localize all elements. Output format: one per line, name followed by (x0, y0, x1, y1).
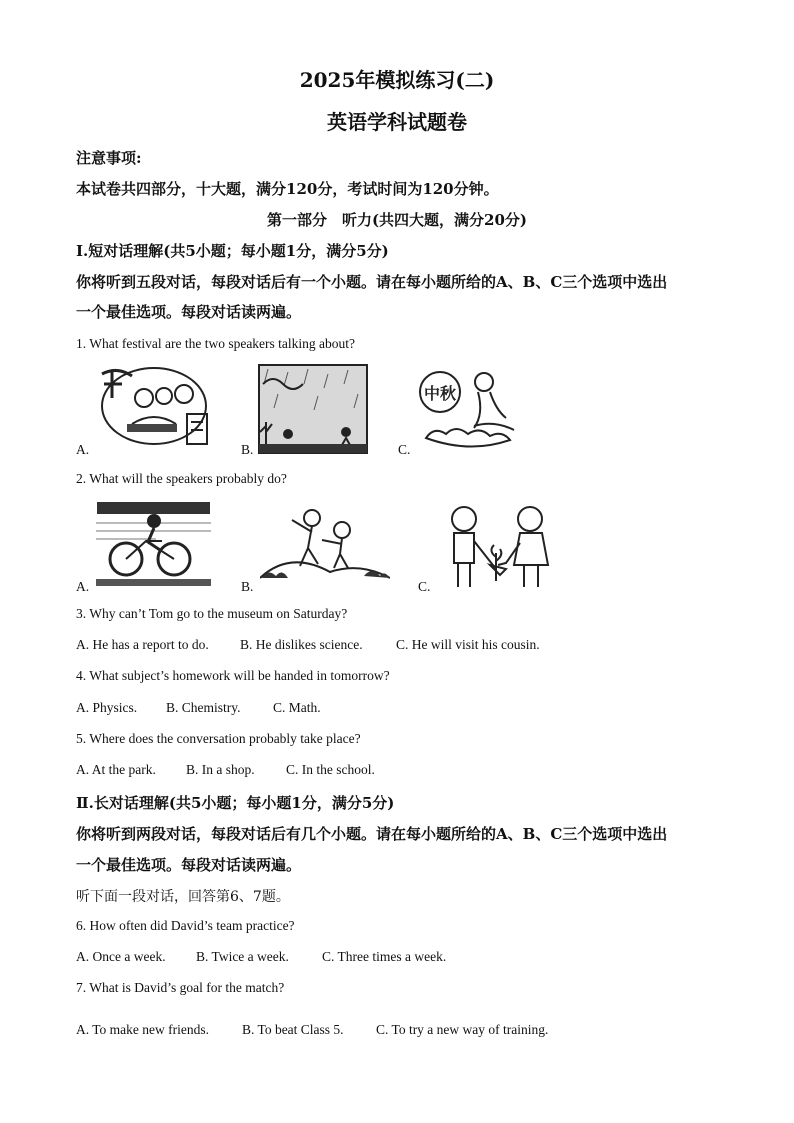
section2-heading: Ⅱ.长对话理解(共5小题；每小题1分，满分5分) (76, 794, 395, 812)
q7-option-a: A. To make new friends. (76, 1022, 210, 1037)
q7-option-b: B. To beat Class 5. (242, 1022, 344, 1037)
page-subtitle: 英语学科试题卷 (327, 110, 467, 134)
mid-autumn-label: 中秋 (423, 384, 457, 403)
question-1: 1. What festival are the two speakers talking about? (76, 336, 356, 351)
mid-autumn-goddess-picture (416, 366, 521, 451)
q4-option-b: B. Chemistry. (166, 700, 241, 715)
page-title: 2025年模拟练习(二) (299, 68, 495, 92)
section1-instruction-line2: 一个最佳选项。每段对话读两遍。 (76, 303, 302, 321)
q6-option-b: B. Twice a week. (196, 949, 289, 964)
hiking-picture (260, 506, 390, 586)
notice-label: 注意事项: (76, 149, 142, 167)
q6-option-a: A. Once a week. (76, 949, 166, 964)
dialogue-note: 听下面一段对话，回答第6、7题。 (76, 889, 290, 905)
tree-planting-picture (436, 501, 561, 591)
q3-option-a: A. He has a report to do. (76, 637, 209, 652)
q4-option-c: C. Math. (273, 700, 321, 715)
q4-option-a: A. Physics. (76, 700, 138, 715)
q5-option-c: C. In the school. (286, 762, 375, 777)
new-year-family-picture (92, 364, 217, 449)
q3-option-b: B. He dislikes science. (240, 637, 363, 652)
q5-option-a: A. At the park. (76, 762, 156, 777)
q2-option-a: A. (76, 579, 90, 594)
q2-option-c: C. (418, 579, 431, 594)
question-6: 6. How often did David’s team practice? (76, 918, 295, 933)
qingming-rain-picture (258, 364, 368, 454)
question-5: 5. Where does the conversation probably take place? (76, 731, 361, 746)
section2-instruction-line1: 你将听到两段对话，每段对话后有几个小题。请在每小题所给的A、B、C三个选项中选出 (76, 825, 668, 843)
q3-option-c: C. He will visit his cousin. (396, 637, 540, 652)
section1-instruction-line1: 你将听到五段对话，每段对话后有一个小题。请在每小题所给的A、B、C三个选项中选出 (76, 273, 668, 291)
section1-heading: Ⅰ.短对话理解(共5小题；每小题1分，满分5分) (76, 242, 389, 260)
question-3: 3. Why can’t Tom go to the museum on Saturday? (76, 606, 348, 621)
part1-heading: 第一部分 听力(共四大题，满分20分) (266, 211, 528, 229)
notice-text: 本试卷共四部分，十大题，满分120分，考试时间为120分钟。 (76, 180, 499, 198)
question-2: 2. What will the speakers probably do? (76, 471, 287, 486)
q5-option-b: B. In a shop. (186, 762, 255, 777)
q1-option-b: B. (241, 442, 254, 457)
section2-instruction-line2: 一个最佳选项。每段对话读两遍。 (76, 856, 302, 874)
q2-option-b: B. (241, 579, 254, 594)
q1-option-a: A. (76, 442, 90, 457)
q1-option-c: C. (398, 442, 411, 457)
question-7: 7. What is David’s goal for the match? (76, 980, 285, 995)
question-4: 4. What subject’s homework will be handed in tomorrow? (76, 668, 390, 683)
cycling-picture (96, 501, 211, 586)
q7-option-c: C. To try a new way of training. (376, 1022, 549, 1037)
q6-option-c: C. Three times a week. (322, 949, 447, 964)
